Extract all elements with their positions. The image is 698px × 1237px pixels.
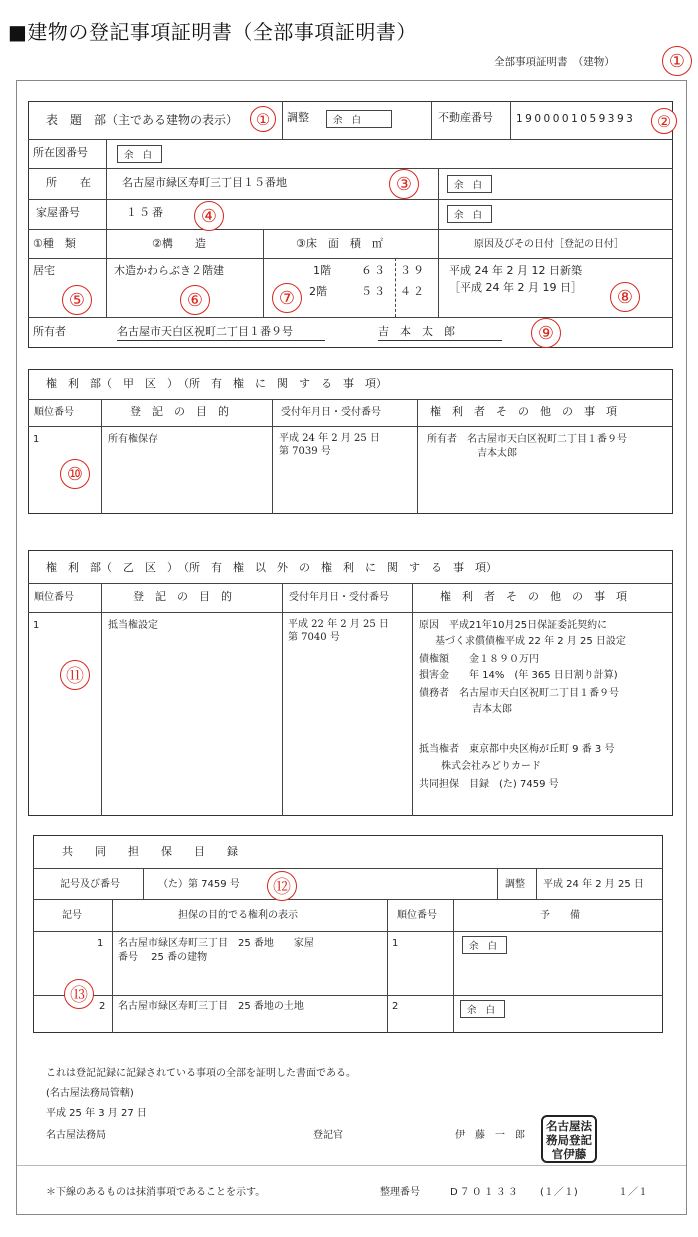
- floor2-label: 2階: [309, 285, 327, 298]
- kouku-row-jun: 1: [33, 434, 40, 445]
- marker-12: ⑫: [267, 871, 297, 901]
- chosei-yohaku: 余 白: [326, 110, 392, 128]
- kaoku-label: 家屋番号: [36, 206, 80, 219]
- shozaizu-yohaku: 余 白: [117, 145, 162, 163]
- kyodo-r2-yohaku: 余 白: [460, 1000, 505, 1018]
- owner-address: 名古屋市天白区祝町二丁目１番９号: [117, 325, 325, 341]
- kouku-row-date: 平成 24 年 2 月 25 日: [279, 433, 380, 444]
- shozai-label: 所 在: [46, 176, 97, 189]
- otsuku-col-mokuteki: 登 記 の 目 的: [133, 590, 232, 603]
- kyodo-r1-b: 番号 25 番の建物: [118, 952, 208, 963]
- marker-10: ⑩: [60, 459, 90, 489]
- floor1-label: 1階: [313, 264, 331, 277]
- kyodo-r1-no: 1: [97, 938, 104, 949]
- floor1-int: ６３: [361, 264, 387, 277]
- otsuku-line-8: 株式会社みどりカード: [441, 761, 541, 772]
- official-seal: [541, 1115, 597, 1163]
- otsuku-col-kenri: 権 利 者 そ の 他 の 事 項: [440, 590, 627, 603]
- otsuku-line-2: 基づく求償債権平成 22 年 2 月 25 日設定: [435, 636, 626, 647]
- page-fraction-2: １／１: [618, 1187, 648, 1198]
- shozai-yohaku: 余 白: [447, 175, 492, 193]
- registrar-name: 伊 藤 一 郎: [455, 1130, 525, 1141]
- shozaizu-label: 所在図番号: [33, 146, 88, 159]
- kouku-row-owner2: 吉本太郎: [477, 448, 517, 459]
- fudosan-number: 1900001059393: [516, 113, 636, 125]
- kaoku-value: １５番: [126, 206, 165, 219]
- kouku-col-mokuteki: 登 記 の 目 的: [130, 405, 229, 418]
- otsuku-title: 権 利 部（ 乙 区 ） （所 有 権 以 外 の 権 利 に 関 す る 事 項）: [46, 561, 497, 574]
- otsuku-col-jun: 順位番号: [34, 592, 74, 603]
- otsuku-row-date: 平成 22 年 2 月 25 日: [288, 619, 389, 630]
- marker-13: ⑬: [64, 979, 94, 1009]
- otsuku-row-jun: 1: [33, 620, 40, 631]
- kouku-row-no: 第 7039 号: [279, 446, 331, 457]
- chosei-label: 調整: [287, 111, 309, 124]
- kyodo-chosei-date: 平成 24 年 2 月 25 日: [543, 879, 644, 890]
- seiri-label: 整理番号: [380, 1187, 420, 1198]
- shurui-value: 居宅: [33, 264, 55, 277]
- marker-1-header: ①: [662, 46, 692, 76]
- genin-line2: ［平成 24 年 2 月 19 日］: [449, 281, 582, 294]
- otsuku-line-9: 共同担保 目録 (た) 7459 号: [419, 779, 559, 790]
- col-shurui: ①種 類: [33, 237, 76, 250]
- floor2-int: ５３: [361, 285, 387, 298]
- owner-label: 所有者: [33, 325, 66, 338]
- kouku-row-mokuteki: 所有権保存: [108, 434, 158, 445]
- kyodo-col-yobi: 予 備: [540, 910, 580, 921]
- issue-date: 平成 25 年 3 月 27 日: [46, 1108, 147, 1119]
- jurisdiction: (名古屋法務局管轄): [46, 1088, 134, 1099]
- kyodo-col-hyoji: 担保の目的でる権利の表示: [178, 910, 298, 921]
- kyodo-kigo-label: 記号及び番号: [60, 879, 120, 890]
- seiri-number: D７０１３３: [450, 1187, 520, 1198]
- kyodo-col-jun: 順位番号: [397, 910, 437, 921]
- floor2-dec: ４２: [400, 285, 426, 298]
- kozo-value: 木造かわらぶき２階建: [114, 264, 224, 277]
- kyodo-r2-jun: 2: [392, 1001, 399, 1012]
- marker-11: ⑪: [60, 660, 90, 690]
- kyodo-r2-no: 2: [99, 1001, 106, 1012]
- otsuku-col-uketsuke: 受付年月日・受付番号: [289, 592, 389, 603]
- certificate-type: 全部事項証明書 （建物）: [494, 56, 615, 68]
- registrar-title: 登記官: [313, 1130, 343, 1141]
- otsuku-line-7: 抵当権者 東京都中央区梅が丘町 9 番 3 号: [419, 744, 615, 755]
- kouku-col-kenri: 権 利 者 そ の 他 の 事 項: [430, 405, 617, 418]
- marker-9: ⑨: [531, 318, 561, 348]
- marker-1: ①: [250, 106, 276, 132]
- seal-line-2: 務局登記: [546, 1133, 592, 1147]
- otsuku-row-mokuteki: 抵当権設定: [108, 620, 158, 631]
- seal-line-3: 官伊藤: [551, 1147, 587, 1161]
- certification-text: これは登記記録に記録されている事項の全部を証明した書面である。: [46, 1068, 356, 1079]
- issuing-office: 名古屋法務局: [46, 1130, 106, 1141]
- kyodo-r1-yohaku: 余 白: [462, 936, 507, 954]
- page-title: ■建物の登記事項証明書（全部事項証明書）: [8, 20, 417, 44]
- marker-7: ⑦: [272, 283, 302, 313]
- genin-line1: 平成 24 年 2 月 12 日新築: [449, 264, 582, 277]
- col-genin: 原因及びその日付［登記の日付］: [474, 239, 624, 250]
- marker-3: ③: [389, 169, 419, 199]
- floor1-dec: ３９: [400, 264, 426, 277]
- kouku-col-uketsuke: 受付年月日・受付番号: [281, 407, 381, 418]
- fudosan-label: 不動産番号: [438, 111, 493, 124]
- kaoku-yohaku: 余 白: [447, 205, 492, 223]
- otsuku-line-3: 債権額 金１８９０万円: [419, 654, 539, 665]
- marker-6: ⑥: [180, 285, 210, 315]
- seal-line-1: 名古屋法: [546, 1119, 592, 1133]
- kyodo-kigo-value: （た）第 7459 号: [158, 879, 240, 890]
- kyodo-r2-a: 名古屋市緑区寿町三丁目 25 番地の土地: [118, 1001, 304, 1012]
- otsuku-line-6: 吉本太郎: [472, 704, 512, 715]
- owner-name: 吉 本 太 郎: [378, 325, 502, 341]
- footnote: ＊下線のあるものは抹消事項であることを示す。: [46, 1187, 266, 1198]
- marker-8: ⑧: [610, 282, 640, 312]
- col-kozo: ②構 造: [152, 237, 206, 250]
- marker-4: ④: [194, 201, 224, 231]
- kyodo-col-kigo: 記号: [62, 910, 82, 921]
- marker-5: ⑤: [62, 285, 92, 315]
- kouku-col-jun: 順位番号: [34, 407, 74, 418]
- page-fraction-1: (１／１): [540, 1187, 578, 1198]
- col-yuka: ③床 面 積 ㎡: [296, 237, 383, 250]
- otsuku-line-4: 損害金 年 14% (年 365 日日割り計算): [419, 670, 618, 681]
- marker-2: ②: [651, 108, 677, 134]
- otsuku-row-no: 第 7040 号: [288, 632, 340, 643]
- kyodo-r1-jun: 1: [392, 938, 399, 949]
- kouku-title: 権 利 部（ 甲 区 ） （所 有 権 に 関 す る 事 項）: [46, 377, 387, 390]
- kyodo-chosei: 調整: [505, 879, 525, 890]
- kyodo-title: 共 同 担 保 目 録: [62, 845, 238, 858]
- kouku-row-owner1: 所有者 名古屋市天白区祝町二丁目１番９号: [427, 434, 627, 445]
- otsuku-line-5: 債務者 名古屋市天白区祝町二丁目１番９号: [419, 688, 619, 699]
- hyodai-title: 表 題 部（主である建物の表示）: [46, 113, 239, 127]
- kyodo-r1-a: 名古屋市緑区寿町三丁目 25 番地 家屋: [118, 938, 314, 949]
- shozai-value: 名古屋市緑区寿町三丁目１５番地: [122, 176, 287, 189]
- otsuku-line-1: 原因 平成21年10月25日保証委託契約に: [419, 620, 608, 631]
